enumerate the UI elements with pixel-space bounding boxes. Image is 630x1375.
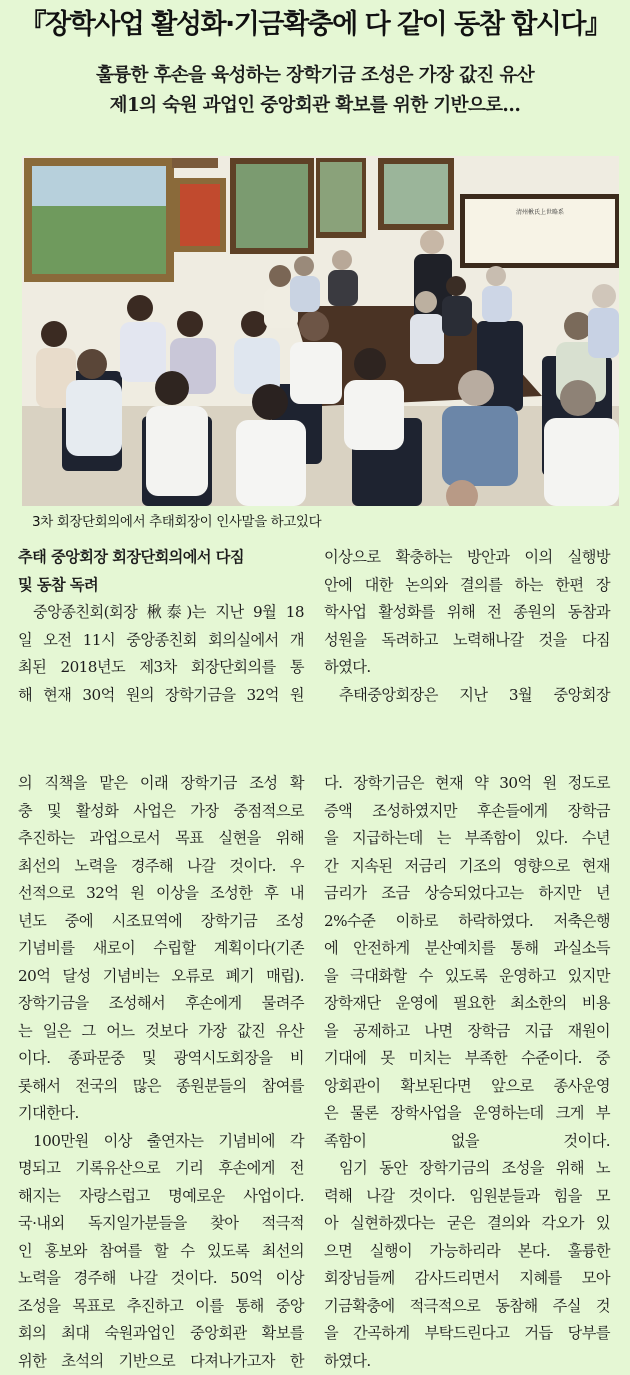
article-subhead-1: 훌륭한 후손을 육성하는 장학기금 조성은 가장 값진 유산 [0, 62, 630, 90]
body-line: 년도 중에 시조묘역에 장학기금 조성 [18, 908, 304, 936]
section-title-line: 추태 중앙회장 회장단회의에서 다짐 [18, 544, 304, 572]
meeting-photo [22, 156, 619, 506]
body-line: 해 현재 30억 원의 장학기금을 32억 원 [18, 682, 304, 710]
body-line: 명되고 기록유산으로 기리 후손에게 전 [18, 1155, 304, 1183]
body-line: 은 물론 장학사업을 운영하는데 크게 부 [324, 1100, 610, 1128]
body-line: 족함이 없을 것이다. [324, 1128, 610, 1156]
body-line: 이상으로 확충하는 방안과 이의 실행방 [324, 544, 610, 572]
body-line: 회장님들께 감사드리면서 지혜를 모아 [324, 1265, 610, 1293]
body-line: 기대한다. [18, 1100, 304, 1128]
body-line: 기념비를 새로이 수립할 계획이다(기존 [18, 935, 304, 963]
body-column-2-top [324, 544, 610, 709]
body-line: 금리가 조금 상승되었다고는 하지만 년 [324, 880, 610, 908]
body-line: 력해 나갈 것이다. 임원분들과 힘을 모 [324, 1183, 610, 1211]
body-line: 추진하는 과업으로서 목표 실현을 위해 [18, 825, 304, 853]
body-line: 노력을 경주해 나갈 것이다. 50억 이상 [18, 1265, 304, 1293]
body-line: 을 지급하는데 는 부족함이 있다. 수년 [324, 825, 610, 853]
body-line: 으면 실행이 가능하리라 본다. 훌륭한 [324, 1238, 610, 1266]
body-column-2-bottom [324, 770, 610, 1375]
body-line: 장학재단 운영에 필요한 최소한의 비용 [324, 990, 610, 1018]
body-line: 20억 달성 기념비는 오류로 폐기 매립). [18, 963, 304, 991]
body-line: 중앙종친회(회장 楸泰)는 지난 9월 18 [18, 599, 304, 627]
body-line: 100만원 이상 출연자는 기념비에 각 [18, 1128, 304, 1156]
body-line: 에 안전하게 분산예치를 통해 과실소득 [324, 935, 610, 963]
body-line: 하였다. [324, 1348, 610, 1375]
body-line: 해지는 자랑스럽고 명예로운 사업이다. [18, 1183, 304, 1211]
article-headline: 『장학사업 활성화·기금확충에 다 같이 동참 합시다』 [0, 6, 630, 44]
body-line: 성원을 독려하고 노력해나갈 것을 다짐 [324, 627, 610, 655]
body-line: 학사업 활성화를 위해 전 종원의 동참과 [324, 599, 610, 627]
body-line: 증액 조성하였지만 후손들에게 장학금 [324, 798, 610, 826]
body-line: 아 실현하겠다는 굳은 결의와 각오가 있 [324, 1210, 610, 1238]
body-line: 앙회관이 확보된다면 앞으로 종사운영 [324, 1073, 610, 1101]
body-line: 롯해서 전국의 많은 종원분들의 참여를 [18, 1073, 304, 1101]
body-line: 이다. 종파문중 및 광역시도회장을 비 [18, 1045, 304, 1073]
body-line: 기대에 못 미치는 부족한 수준이다. 중 [324, 1045, 610, 1073]
body-line: 을 공제하고 나면 장학금 지급 재원이 [324, 1018, 610, 1046]
body-line: 안에 대한 논의와 결의를 하는 한편 장 [324, 572, 610, 600]
article-subhead-2: 제1의 숙원 과업인 중앙회관 확보를 위한 기반으로… [0, 92, 630, 120]
photo-caption: 3차 회장단회의에서 추태회장이 인사말을 하고있다 [32, 512, 321, 532]
body-column-1-bottom [18, 770, 304, 1375]
body-line: 하였다. [324, 654, 610, 682]
body-line: 다. 장학기금은 현재 약 30억 원 정도로 [324, 770, 610, 798]
body-line: 간 지속된 저금리 기조의 영향으로 현재 [324, 853, 610, 881]
body-line: 충 및 활성화 사업은 가장 중점적으로 [18, 798, 304, 826]
body-line: 조성을 목표로 추진하고 이를 통해 중앙 [18, 1293, 304, 1321]
body-line: 회의 최대 숙원과업인 중앙회관 확보를 [18, 1320, 304, 1348]
body-line: 일 오전 11시 중앙종친회 회의실에서 개 [18, 627, 304, 655]
body-line: 는 일은 그 어느 것보다 가장 값진 유산 [18, 1018, 304, 1046]
section-title-line: 및 동참 독려 [18, 572, 304, 600]
body-line: 최선의 노력을 경주해 나갈 것이다. 우 [18, 853, 304, 881]
body-line: 을 극대화할 수 있도록 운영하고 있지만 [324, 963, 610, 991]
body-line: 2%수준 이하로 하락하였다. 저축은행 [324, 908, 610, 936]
body-line: 국·내외 독지일가분들을 찾아 적극적 [18, 1210, 304, 1238]
body-column-1-top [18, 544, 304, 709]
body-line: 위한 초석의 기반으로 다져나가고자 한 [18, 1348, 304, 1375]
body-line: 의 직책을 맡은 이래 장학기금 조성 확 [18, 770, 304, 798]
body-line: 인 홍보와 참여를 할 수 있도록 최선의 [18, 1238, 304, 1266]
body-line: 선적으로 32억 원 이상을 조성한 후 내 [18, 880, 304, 908]
body-line: 기금확충에 적극적으로 동참해 주실 것 [324, 1293, 610, 1321]
wall-plaque-text: 清州楸氏上世略系 [516, 208, 564, 216]
section-title [18, 544, 304, 599]
body-line: 추태중앙회장은 지난 3월 중앙회장 [324, 682, 610, 710]
body-line: 최된 2018년도 제3차 회장단회의를 통 [18, 654, 304, 682]
body-line: 임기 동안 장학기금의 조성을 위해 노 [324, 1155, 610, 1183]
body-line: 장학기금을 조성해서 후손에게 물려주 [18, 990, 304, 1018]
body-line: 을 간곡하게 부탁드린다고 거듭 당부를 [324, 1320, 610, 1348]
